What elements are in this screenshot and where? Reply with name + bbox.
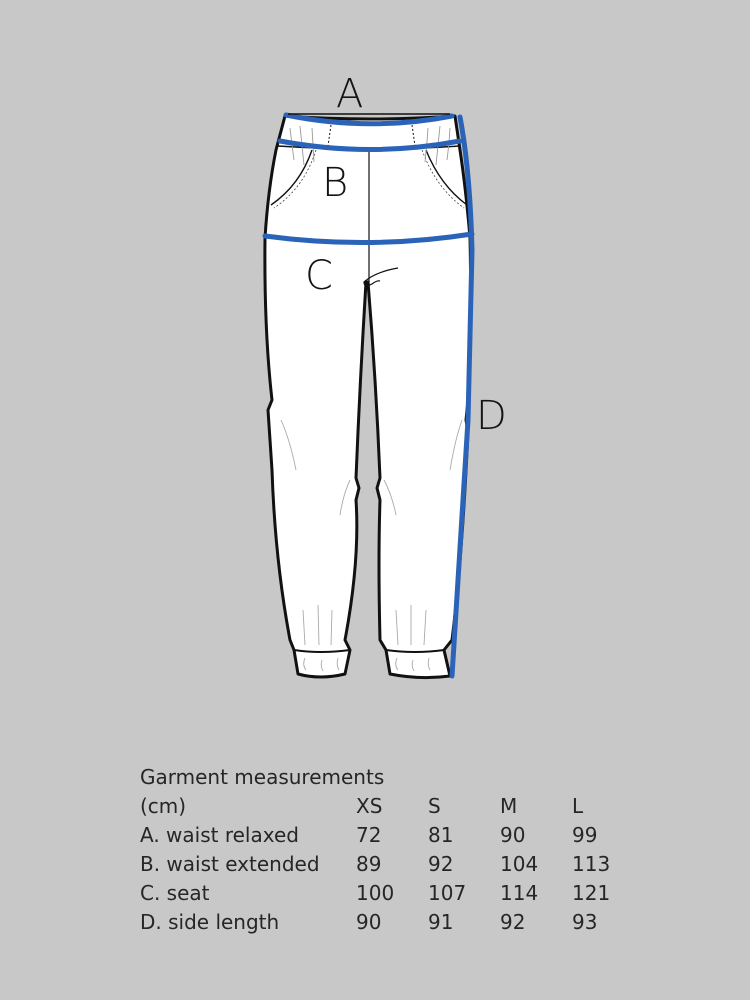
row-label: D. side length xyxy=(140,910,280,934)
row-value: 72 xyxy=(356,823,382,847)
label-c: C xyxy=(305,253,333,299)
label-d: D xyxy=(476,393,507,439)
row-value: 114 xyxy=(500,881,539,905)
row-value: 100 xyxy=(356,881,395,905)
label-a: A xyxy=(336,71,364,117)
size-header: M xyxy=(500,794,518,818)
row-value: 90 xyxy=(500,823,526,847)
unit-label: (cm) xyxy=(140,794,187,818)
row-value: 92 xyxy=(500,910,526,934)
row-value: 113 xyxy=(572,852,611,876)
row-label: C. seat xyxy=(140,881,210,905)
label-b: B xyxy=(322,160,349,206)
row-value: 90 xyxy=(356,910,382,934)
row-value: 121 xyxy=(572,881,611,905)
row-value: 91 xyxy=(428,910,454,934)
row-value: 81 xyxy=(428,823,454,847)
pants-outline xyxy=(265,116,471,678)
row-value: 92 xyxy=(428,852,454,876)
row-value: 93 xyxy=(572,910,598,934)
row-value: 104 xyxy=(500,852,539,876)
size-header: L xyxy=(572,794,584,818)
table-title: Garment measurements xyxy=(140,765,385,789)
row-value: 89 xyxy=(356,852,382,876)
size-header: S xyxy=(428,794,441,818)
row-value: 107 xyxy=(428,881,467,905)
row-label: B. waist extended xyxy=(140,852,320,876)
row-label: A. waist relaxed xyxy=(140,823,299,847)
row-value: 99 xyxy=(572,823,598,847)
size-header: XS xyxy=(356,794,383,818)
